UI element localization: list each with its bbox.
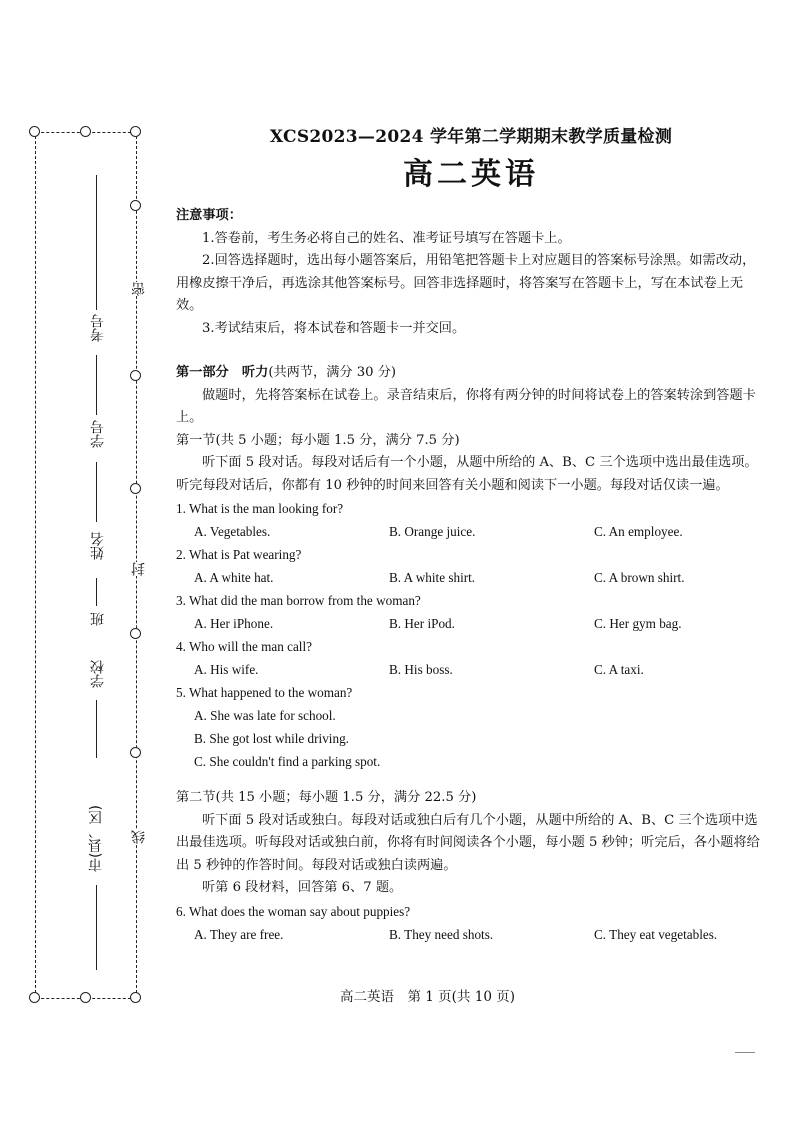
option-b[interactable]: B. Her iPod.	[389, 616, 455, 631]
part1-heading-note: (共两节，满分 30 分)	[268, 365, 397, 380]
binding-margin	[0, 0, 160, 1123]
notice-item: 2.回答选择题时，选出每小题答案后，用铅笔把答题卡上对应题目的答案标号涂黑。如需改动，用橡皮擦干净后，再选涂其他答案标号。回答非选择题时，将答案写在答题卡上，写在本试卷上无效。	[176, 253, 756, 313]
page-footer: 高二英语 第 1 页(共 10 页)	[340, 989, 515, 1005]
options-2	[176, 566, 766, 589]
hole-circle-icon	[29, 992, 40, 1003]
field-line-class[interactable]	[96, 578, 97, 606]
part1-heading	[176, 362, 766, 385]
option-a[interactable]: A. They are free.	[194, 926, 284, 942]
exam-title: XCS2023—2024 学年第二学期期末教学质量检测	[269, 127, 673, 147]
part1-intro: 做题时，先将答案标在试卷上。录音结束后，你将有两分钟的时间将试卷上的答案转涂到答题卡上。	[176, 387, 756, 425]
section1-heading: 第一节(共 5 小题；每小题 1.5 分，满分 7.5 分)	[176, 432, 460, 448]
hole-circle-icon	[130, 200, 141, 211]
field-label-exam-number: 考号	[90, 314, 106, 342]
option-b[interactable]: B. His boss.	[389, 662, 453, 677]
options-4	[176, 658, 766, 681]
field-line-school[interactable]	[96, 700, 97, 758]
option-c[interactable]: C. An employee.	[594, 524, 683, 539]
field-line-city[interactable]	[96, 885, 97, 970]
option-c[interactable]: C. A taxi.	[594, 662, 644, 677]
question-2: 2. What is Pat wearing?	[176, 547, 302, 562]
hole-circle-icon	[130, 370, 141, 381]
field-line-exam-number[interactable]	[96, 175, 97, 310]
exam-subject: 高二英语	[403, 157, 539, 192]
hole-circle-icon	[29, 126, 40, 137]
options-6	[176, 923, 766, 946]
option-a[interactable]: A. A white hat.	[194, 570, 274, 585]
section2-intro: 听下面 5 段对话或独白。每段对话或独白后有几个小题，从题中所给的 A、B、C 三个选项中选出最佳选项。听每段对话或独白前，你将有时间阅读各个小题，每小题 5 秒钟；听完后，各小题将给出 5 秒钟的作答时间。每段对话或独白读两遍。	[176, 812, 760, 873]
field-line-student-id[interactable]	[96, 355, 97, 415]
part1-heading-text: 第一部分 听力	[176, 365, 269, 380]
option-c[interactable]: C. A brown shirt.	[594, 570, 685, 585]
option-c[interactable]: C. She couldn't find a parking spot.	[194, 754, 381, 769]
question-5: 5. What happened to the woman?	[176, 685, 353, 700]
option-a[interactable]: A. Vegetables.	[194, 524, 271, 539]
question-1: 1. What is the man looking for?	[176, 501, 344, 516]
hole-circle-icon	[130, 628, 141, 639]
exam-content	[176, 122, 766, 946]
option-c[interactable]: C. Her gym bag.	[594, 616, 682, 631]
notice-item: 1.答卷前，考生务必将自己的姓名、准考证号填写在答题卡上。	[202, 230, 571, 246]
hole-circle-icon	[130, 126, 141, 137]
corner-mark	[735, 1052, 755, 1053]
seal-char-feng: 封	[131, 562, 147, 576]
section1-intro: 听下面 5 段对话。每段对话后有一个小题，从题中所给的 A、B、C 三个选项中选出最佳选项。听完每段对话后，你都有 10 秒钟的时间来回答有关小题和阅读下一小题。每段对话仅读一遍。	[176, 455, 758, 493]
field-label-class: 班	[90, 612, 106, 626]
hole-circle-icon	[130, 747, 141, 758]
option-b[interactable]: B. A white shirt.	[389, 570, 476, 585]
left-dashed-line	[35, 136, 36, 998]
notice-heading: 注意事项：	[176, 208, 242, 223]
field-label-city: 市(县、区)	[88, 805, 104, 872]
seal-char-mi: 密	[131, 282, 147, 296]
question-6: 6. What does the woman say about puppies?	[176, 903, 411, 919]
option-c[interactable]: C. They eat vegetables.	[594, 926, 718, 942]
question-4: 4. Who will the man call?	[176, 639, 312, 654]
question-3: 3. What did the man borrow from the woman?	[176, 593, 421, 608]
option-b[interactable]: B. They need shots.	[389, 926, 494, 942]
field-label-name: 姓名	[90, 532, 106, 560]
section2-heading: 第二节(共 15 小题；每小题 1.5 分，满分 22.5 分)	[176, 790, 477, 805]
hole-circle-icon	[130, 483, 141, 494]
material-6-note: 听第 6 段材料，回答第 6、7 题。	[202, 880, 403, 895]
field-label-school: 学校	[90, 660, 106, 688]
notice-item: 3.考试结束后，将本试卷和答题卡一并交回。	[202, 320, 466, 336]
hole-circle-icon	[80, 992, 91, 1003]
seal-char-xian: 线	[131, 830, 147, 844]
field-line-name[interactable]	[96, 462, 97, 522]
option-a[interactable]: A. She was late for school.	[194, 708, 336, 723]
field-label-student-id: 学号	[90, 420, 106, 448]
option-a[interactable]: A. Her iPhone.	[194, 616, 274, 631]
option-b[interactable]: B. Orange juice.	[389, 524, 476, 539]
hole-circle-icon	[130, 992, 141, 1003]
hole-circle-icon	[80, 126, 91, 137]
options-1	[176, 520, 766, 543]
option-b[interactable]: B. She got lost while driving.	[194, 731, 349, 746]
options-3	[176, 612, 766, 635]
option-a[interactable]: A. His wife.	[194, 662, 259, 677]
